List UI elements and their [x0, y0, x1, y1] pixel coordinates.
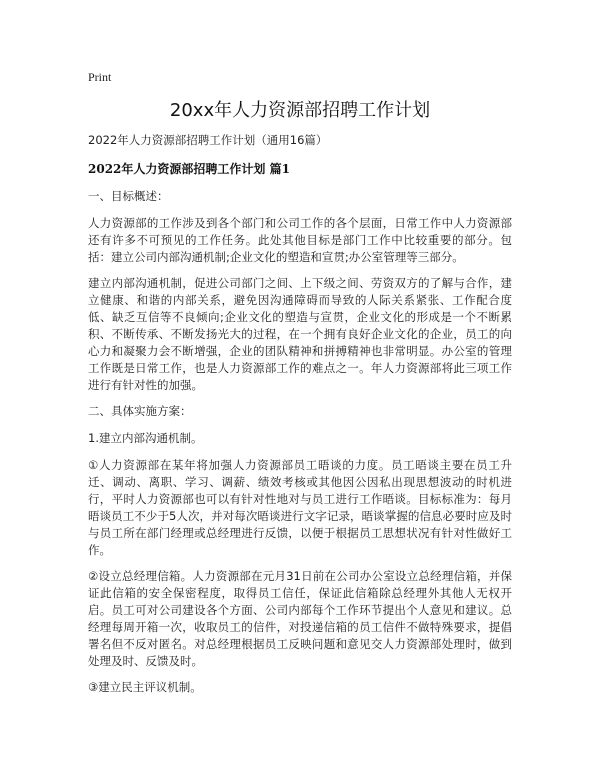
page-title: 20xx年人力资源部招聘工作计划 — [169, 100, 431, 121]
document-body — [88, 132, 512, 705]
paragraph-ceo-mailbox: ②设立总经理信箱。人力资源部在元月31日前在公司办公室设立总经理信箱，并保证此信箱的安全保密程度，取得员工信任，保证此信箱除总经理外其他人无权开启。员工可对公司建设各个方面、公司内部每个工作环节提出个人意见和建议。总经理每周开箱一次，收取员工的信件，对投递信箱的员工信件不做特殊要求，提倡署名但不反对匿名。对总经理根据员工反映问题和意见交人力资源部处理时，做到处理及时、反馈及时。 — [88, 569, 512, 668]
paragraph-goal-heading: 一、目标概述： — [88, 189, 169, 203]
paragraph-goal-overview: 人力资源部的工作涉及到各个部门和公司工作的各个层面，日常工作中人力资源部还有许多不可预见的工作任务。此处其他目标是部门工作中比较重要的部分。包括：建立公司内部沟通机制;企业文化的塑造和宣贯;办公室管理等三部分。 — [88, 216, 512, 264]
print-link[interactable]: Print — [88, 70, 112, 84]
paragraph-plan-item-1: 1.建立内部沟通机制。 — [88, 431, 203, 445]
paragraph-employee-talks: ①人力资源部在某年将加强人力资源部员工晤谈的力度。员工晤谈主要在员工升迁、调动、离职、学习、调薪、绩效考核或其他因公因私出现思想波动的时机进行，平时人力资源部也可以有针对性地对与员工进行工作晤谈。目标标准为：每月晤谈员工不少于5人次，并对每次晤谈进行文字记录，晤谈掌握的信息必要时应及时与员工所在部门经理或总经理进行反馈，以便于根据员工思想状况有针对性做好工作。 — [88, 458, 512, 557]
paragraph-plan-heading: 二、具体实施方案： — [88, 404, 192, 418]
section-heading: 2022年人力资源部招聘工作计划 篇1 — [88, 162, 290, 176]
paragraph-democratic-review: ③建立民主评议机制。 — [88, 680, 202, 694]
paragraph-communication-mechanism: 建立内部沟通机制，促进公司部门之间、上下级之间、劳资双方的了解与合作，建立健康、和谐的内部关系，避免因沟通障碍而导致的人际关系紧张、工作配合度低、缺乏互信等不良倾向;企业文化的塑造与宣贯，企业文化的形成是一个不断累积、不断传承、不断发扬光大的过程，在一个拥有良好企业文化的企业，员工的向心力和凝聚力会不断增强，企业的团队精神和拼搏精神也非常明显。办公室的管理工作既是日常工作，也是人力资源部工作的难点之一。年人力资源部将此三项工作进行有针对性的加强。 — [88, 276, 512, 392]
document-subtitle: 2022年人力资源部招聘工作计划（通用16篇） — [88, 133, 328, 147]
